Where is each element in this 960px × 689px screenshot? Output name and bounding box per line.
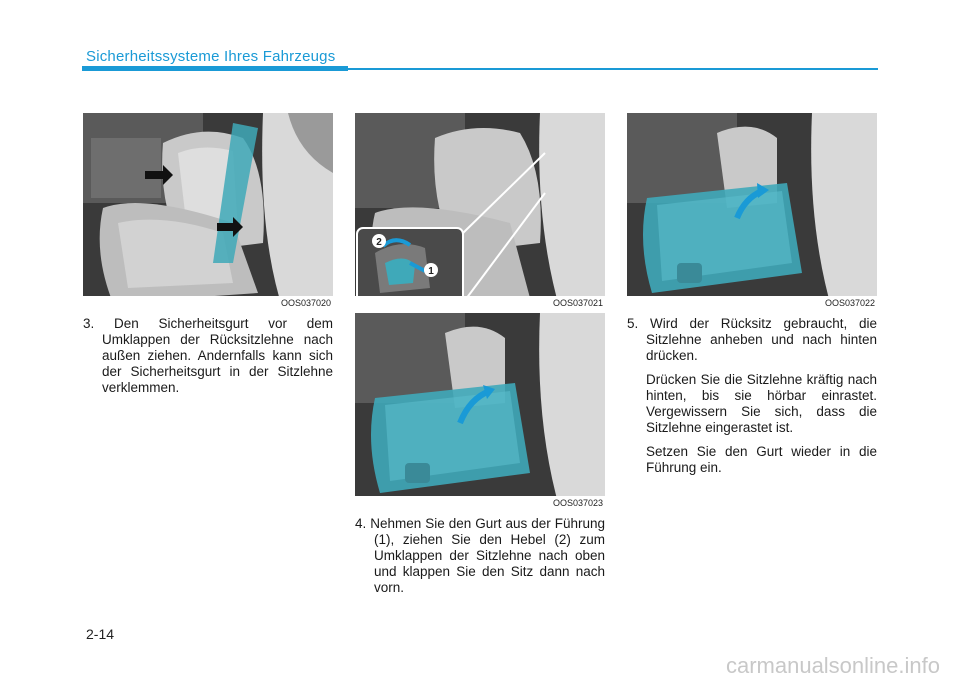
seat-illustration xyxy=(355,113,605,310)
seat-illustration xyxy=(83,113,333,310)
seat-illustration xyxy=(355,313,605,510)
section-title: Sicherheitssysteme Ihres Fahrzeugs xyxy=(86,48,336,65)
watermark: carmanualsonline.info xyxy=(725,653,940,678)
step-5-para-2: Drücken Sie die Sitzlehne kräftig nach hinten, bis sie hörbar einrastet. Vergewissern Sie sich, dass die Sitzlehne eingerastet ist. xyxy=(646,372,877,435)
step-5-text: 5. Wird der Rücksitz gebraucht, die Sitzlehne anheben und nach hinten drücken. xyxy=(627,316,877,363)
step-3 xyxy=(83,316,333,404)
figure-seatback-folded xyxy=(355,313,605,510)
step-3-text: 3. Den Sicherheitsgurt vor dem Umklappen der Rücksitzlehne nach außen ziehen. Andernfalls kann sich der Sicherheitsgurt in der Sitzlehne verklemmen. xyxy=(83,316,333,395)
step-5 xyxy=(627,316,877,484)
seat-illustration xyxy=(627,113,877,310)
header-rule-thin xyxy=(348,68,878,70)
figure-code: OOS037020 xyxy=(83,296,333,310)
page-number: 2-14 xyxy=(86,626,115,642)
figure-belt-guide-lever xyxy=(355,113,605,310)
step-5-para-3: Setzen Sie den Gurt wieder in die Führung ein. xyxy=(646,444,877,475)
svg-text:1: 1 xyxy=(428,266,434,277)
svg-text:2: 2 xyxy=(376,237,382,248)
figure-seatback-raised xyxy=(627,113,877,310)
figure-code: OOS037022 xyxy=(627,296,877,310)
figure-code: OOS037023 xyxy=(355,496,605,510)
figure-code: OOS037021 xyxy=(355,296,605,310)
figure-seatbelt-pull xyxy=(83,113,333,310)
step-4 xyxy=(355,516,605,604)
step-4-text: 4. Nehmen Sie den Gurt aus der Führung (1), ziehen Sie den Hebel (2) zum Umklappen der Sitzlehne nach oben und klappen Sie den Sitz dann nach vorn. xyxy=(355,516,605,595)
header-rule-thick xyxy=(82,66,348,71)
